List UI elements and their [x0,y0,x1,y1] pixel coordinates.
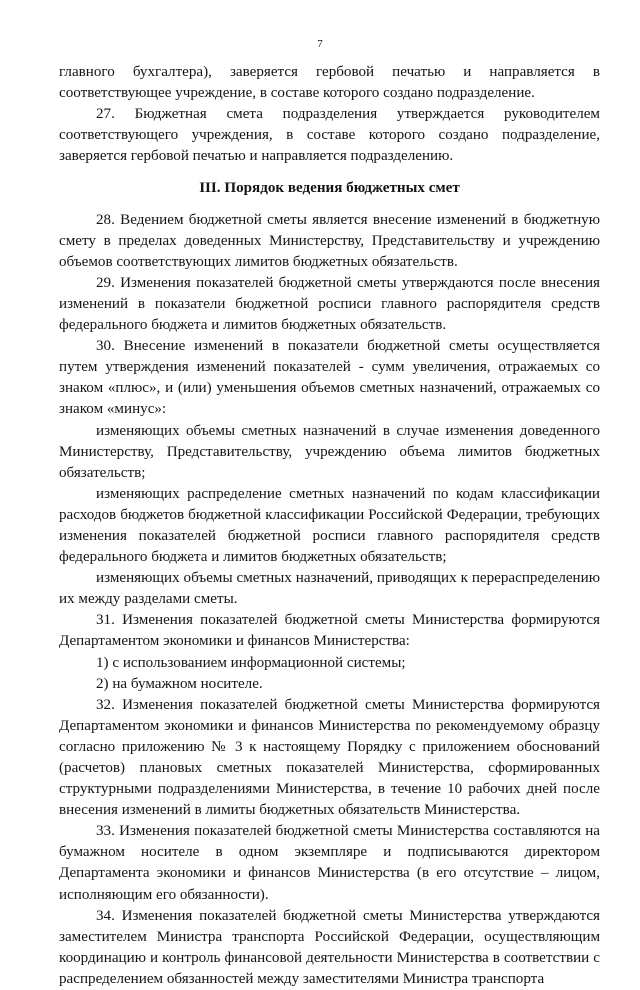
paragraph-30-item-1: изменяющих объемы сметных назначений в случае изменения доведенного Министерству, Представительству, учреждению объема лимитов бюджетных обязательств; [59,422,600,481]
paragraph-30-item-2: изменяющих распределение сметных назначений по кодам классификации расходов бюджетов бюджетной классификации Российской Федерации, требующих изменения показателей бюджетной росписи главного распорядителя средств федерального бюджета и лимитов бюджетных обязательств; [59,485,600,566]
paragraph-32: 32. Изменения показателей бюджетной сметы Министерства формируются Департаментом экономики и финансов Министерства по рекомендуемому образцу согласно приложению № 3 к настоящему Порядку с приложением обоснований (расчетов) плановых сметных показателей Министерства, сформированных структурными подразделениями Министерства, в течение 10 рабочих дней после внесения изменений в лимиты бюджетных обязательств Министерства. [59,696,600,819]
paragraph-30-item-3: изменяющих объемы сметных назначений, приводящих к перераспределению их между разделами сметы. [59,570,600,608]
page-number: 7 [317,38,323,50]
paragraph-31-item-1: 1) с использованием информационной системы; [96,654,406,671]
paragraph-31-item-2: 2) на бумажном носителе. [96,675,263,692]
paragraph-33: 33. Изменения показателей бюджетной сметы Министерства составляются на бумажном носителе в одном экземпляре и подписываются директором Департамента экономики и финансов Министерства (в его отсутствие – лицом, исполняющим его обязанности). [59,823,600,903]
paragraph-29: 29. Изменения показателей бюджетной сметы утверждаются после внесения изменений в показатели бюджетной росписи главного распорядителя средств федерального бюджета и лимитов бюджетных обязательств. [59,274,600,334]
paragraph-31: 31. Изменения показателей бюджетной сметы Министерства формируются Департаментом экономики и финансов Министерства: [59,612,600,650]
document-body [59,62,600,990]
section-title: III. Порядок ведения бюджетных смет [199,180,460,197]
paragraph-28: 28. Ведением бюджетной сметы является внесение изменений в бюджетную смету в пределах доведенных Министерству, Представительству и учреждению объемов соответствующих лимитов бюджетных обязательств. [59,211,600,270]
paragraph-30: 30. Внесение изменений в показатели бюджетной сметы осуществляется путем утверждения изменений показателей - сумм увеличения, отражаемых со знаком «плюс», и (или) уменьшения объемов сметных назначений, отражаемых со знаком «минус»: [59,338,600,418]
paragraph-34: 34. Изменения показателей бюджетной сметы Министерства утверждаются заместителем Министра транспорта Российской Федерации, осуществляющим координацию и контроль финансовой деятельности Министерства в соответствии с распределением обязанностей между заместителями Министра транспорта [59,907,600,987]
paragraph-27: 27. Бюджетная смета подразделения утверждается руководителем соответствующего учреждения, в составе которого создано подразделение, заверяется гербовой печатью и направляется подразделению. [59,106,600,165]
paragraph-continuation: главного бухгалтера), заверяется гербовой печатью и направляется в соответствующее учреждение, в составе которого создано подразделение. [59,64,600,102]
